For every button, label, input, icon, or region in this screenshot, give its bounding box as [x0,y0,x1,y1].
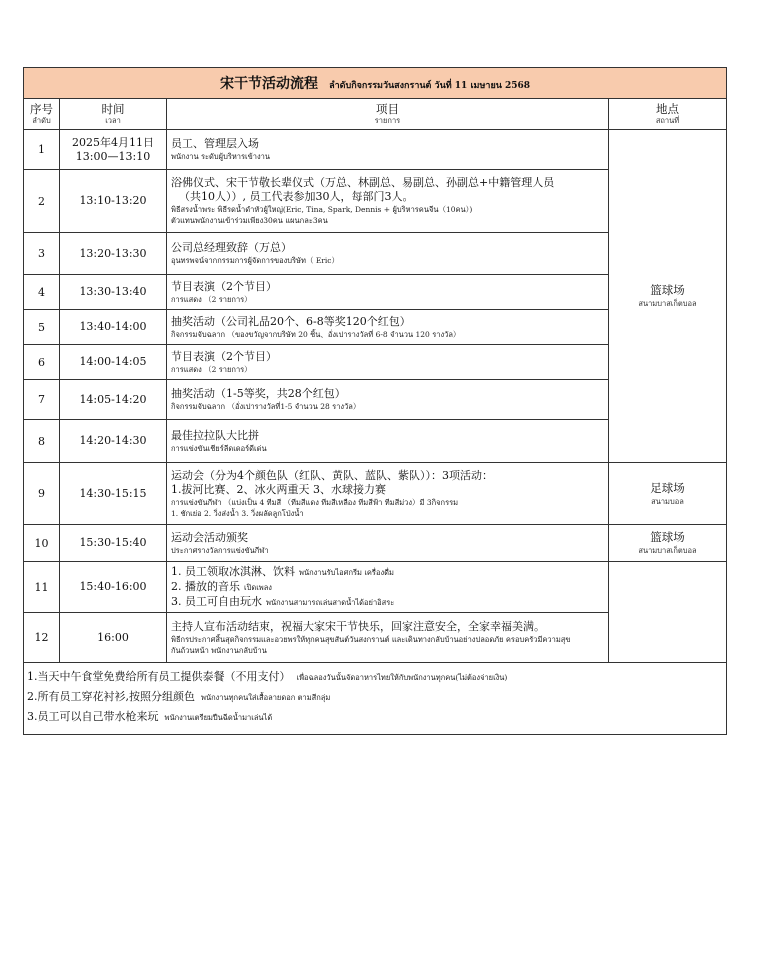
item-zh: 3. 员工可自由玩水 [171,594,262,608]
note-zh: 1.当天中午食堂免费给所有员工提供泰餐（不用支付） [27,670,291,683]
note-item [27,667,723,687]
row-number: 1 [24,130,60,170]
note-item [27,687,723,707]
item-line [171,565,604,580]
row-number: 6 [24,345,60,380]
note-item [27,707,723,727]
row-item [167,233,609,275]
row-number: 4 [24,275,60,310]
item-line [171,595,604,610]
title-row [24,68,727,99]
row-time [60,130,167,170]
header-location-zh: 地点 [656,101,680,116]
item-th: ตัวแทนพนักงานเข้าร่วมเพียง30คน แผนกละ3คน [171,216,328,225]
schedule-table [23,67,727,735]
item-th: พนักงานสามารถเล่นสาดน้ำได้อย่าอิสระ [266,597,395,607]
row-time: 13:30-13:40 [60,275,167,310]
item-th: การแสดง （2 รายการ） [171,294,252,304]
item-th: กิจกรรมจับฉลาก （อั่งเปารางวัลที่1-5 จำนวน 28 รางวัล） [171,402,361,411]
notes-row [24,663,727,735]
item-zh: 运动会活动颁奖 [171,530,248,544]
row-number: 5 [24,310,60,345]
page-title: 宋干节活动流程 [219,76,318,92]
header-row [24,99,727,130]
item-th: พนักงาน ระดับผู้บริหารเข้างาน [171,152,270,161]
row-time: 14:20-14:30 [60,420,167,463]
item-th: ประกาศรางวัลการแข่งขันกีฬา [171,545,269,555]
header-item-th: รายการ [374,115,401,125]
item-th: การแสดง （2 รายการ） [171,364,252,374]
item-zh: 节目表演（2个节目） [171,279,277,293]
table-row [24,130,727,170]
location-basketball [609,130,727,463]
item-th: พิธีสรงน้ำพระ พิธีรดน้ำดำหัวผู้ใหญ่(Eric, Tina, Spark, Dennis + ผู้บริหารคนจีน（10คน）) [171,205,473,214]
row-item [167,380,609,420]
location-th: สนามบอล [651,496,684,506]
item-zh: 抽奖活动（1-5等奖，共28个红包） [171,387,346,400]
notes-cell [24,663,727,735]
row-item [167,420,609,463]
row-number: 12 [24,613,60,663]
row-time: 14:05-14:20 [60,380,167,420]
header-location [609,99,727,130]
row-time: 15:30-15:40 [60,525,167,562]
row-time-range: 13:00—13:10 [75,149,151,163]
item-zh: 运动会（分为4个颜色队（红队、黄队、蓝队、紫队））：3项活动： [171,468,493,482]
header-item-zh: 项目 [376,101,399,116]
row-item [167,310,609,345]
row-item [167,562,609,613]
row-number: 11 [24,562,60,613]
row-item [167,130,609,170]
item-zh: 1.拔河比赛、2、冰火两重天 3、水球接力赛 [171,482,386,496]
location-zh: 篮球场 [650,283,685,297]
row-number: 10 [24,525,60,562]
item-zh: 主持人宣布活动结束，祝福大家宋干节快乐，回家注意安全，全家幸福美满。 [171,619,545,633]
row-number: 8 [24,420,60,463]
row-time: 13:20-13:30 [60,233,167,275]
item-th: พิธีกรประกาศสิ้นสุดกิจกรรมและอวยพรให้ทุกคนสุขสันต์วันสงกรานต์ และเดินทางกลับบ้านอย่างปลอดภัย ครอบครัวมีความสุข [171,634,571,644]
item-th: 1. ชักเย่อ 2. วิ่งส่งน้ำ 3. วิ่งผลัดลูกโป่งน้ำ [171,508,304,518]
header-time-th: เวลา [105,115,121,125]
item-th: กิจกรรมจับฉลาก （ของขวัญจากบริษัท 20 ชิ้น、อั่งเปารางวัลที่ 6-8 จำนวน 120 รางวัล） [171,329,461,339]
note-zh: 3.员工可以自己带水枪来玩 [27,710,159,723]
row-time: 13:40-14:00 [60,310,167,345]
item-zh: 员工、管理层入场 [171,137,259,150]
location-empty [609,562,727,663]
note-th: เพื่อฉลองวันนั้นจัดอาหารไทยให้กับพนักงานทุกคน(ไม่ต้องจ่ายเงิน) [296,673,508,682]
header-time-zh: 时间 [101,101,125,116]
row-time: 13:10-13:20 [60,170,167,233]
item-th: อุนทรพจน์จากกรรมการผู้จัดการของบริษัท（ Eric） [171,256,339,265]
item-th: กันถ้วนหน้า พนักงานกลับบ้าน [171,645,267,655]
header-location-th: สถานที่ [655,115,680,125]
item-zh: 最佳拉拉队大比拼 [171,428,259,442]
location-th: สนามบาสเก็ตบอล [638,546,697,555]
location-football [609,463,727,525]
row-number: 7 [24,380,60,420]
item-th: เปิดเพลง [244,582,272,592]
header-no-zh: 序号 [30,101,53,116]
item-zh: 2. 播放的音乐 [171,579,240,593]
note-th: พนักงานทุกคนใส่เสื้อลายดอก ตามสีกลุ่ม [201,693,331,702]
item-zh: 1. 员工领取冰淇淋、饮料 [171,564,295,578]
row-number: 9 [24,463,60,525]
location-zh: 足球场 [650,480,685,495]
row-item [167,463,609,525]
location-zh: 篮球场 [650,530,685,544]
header-no [24,99,60,130]
header-time [60,99,167,130]
table-row [24,463,727,525]
note-zh: 2.所有员工穿花衬衫,按照分组颜色 [27,690,195,703]
row-item [167,275,609,310]
row-number: 3 [24,233,60,275]
table-row [24,562,727,613]
row-item [167,613,609,663]
row-date: 2025年4月11日 [72,135,154,149]
item-zh: （共10人））, 员工代表参加30人，每部门3人。 [179,190,414,203]
item-zh: 抽奖活动（公司礼品20个、6-8等奖120个红包） [171,314,411,328]
item-th: การแข่งขันเชียร์ลีดเดอร์ดีเด่น [171,443,267,453]
row-time: 16:00 [60,613,167,663]
item-zh: 浴佛仪式、宋干节敬长辈仪式（万总、林副总、易副总、孙副总+中籍管理人员 [171,176,555,189]
row-time: 14:30-15:15 [60,463,167,525]
item-th: การแข่งขันกีฬา （แบ่งเป็น 4 ทีมสี （ทีมสีแดง ทีมสีเหลือง ทีมสีฟ้า ทีมสีม่วง）มี 3กิจกรรม [171,497,459,507]
row-time: 14:00-14:05 [60,345,167,380]
table-row [24,525,727,562]
row-number: 2 [24,170,60,233]
row-item [167,525,609,562]
item-zh: 节目表演（2个节目） [171,349,277,363]
row-item [167,170,609,233]
location-th: สนามบาสเก็ตบอล [638,299,697,308]
item-zh: 公司总经理致辞（万总） [171,241,292,254]
header-item [167,99,609,130]
note-th: พนักงานเตรียมปืนฉีดน้ำมาเล่นได้ [164,713,273,722]
row-time: 15:40-16:00 [60,562,167,613]
row-item [167,345,609,380]
item-line [171,580,604,595]
item-th: พนักงานรับไอศกรีม เครื่องดื่ม [299,567,394,577]
page-subtitle: ลำดับกิจกรรมวันสงกรานต์ วันที่ 11 เมษายน 2568 [329,81,531,91]
header-no-th: ลำดับ [32,115,51,125]
location-basketball-2 [609,525,727,562]
